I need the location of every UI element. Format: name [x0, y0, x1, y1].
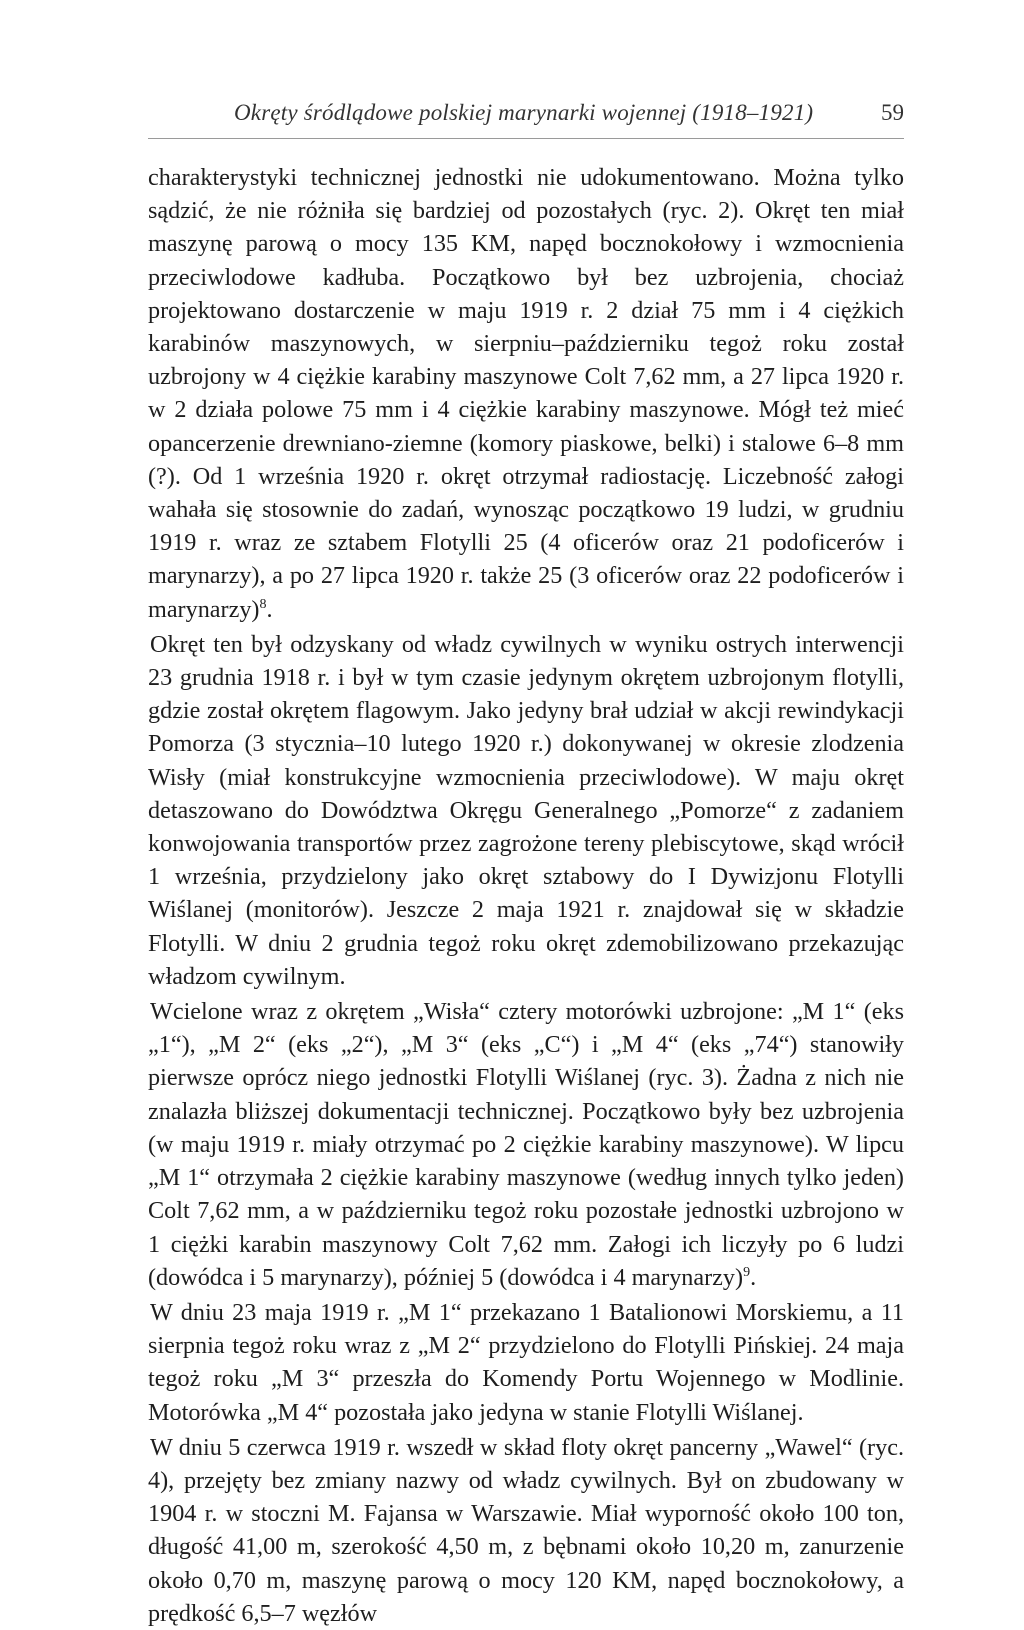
paragraph-text: charakterystyki technicznej jednostki nie udokumentowano. Można tylko sądzić, że nie różniła się bardziej od pozostałych (ryc. 2). Okręt ten miał maszynę parową o mocy 135 KM, napęd bocznokołowy i wzmocnienia przeciwlodowe kadłuba. Początkowo był bez uzbrojenia, chociaż projektowano dostarczenie w maju 1919 r. 2 dział 75 mm i 4 ciężkich karabinów maszynowych, w sierpniu–październiku tegoż roku został uzbrojony w 4 ciężkie karabiny maszynowe Colt 7,62 mm, a 27 lipca 1920 r. w 2 działa polowe 75 mm i 4 ciężkie karabiny maszynowe. Mógł też mieć opancerzenie drewniano-ziemne (komory piaskowe, belki) i stalowe 6–8 mm (?). Od 1 września 1920 r. okręt otrzymał radiostację. Liczebność załogi wahała się stosownie do zadań, wynosząc początkowo 19 ludzi, w grudniu 1919 r. wraz ze sztabem Flotylli 25 (4 oficerów oraz 21 podoficerów i marynarzy), a po 27 lipca 1920 r. także 25 (3 oficerów oraz 22 podoficerów i marynarzy) [148, 164, 904, 623]
paragraph-text: W dniu 5 czerwca 1919 r. wszedł w skład floty okręt pancerny „Wawel“ (ryc. 4), przejęty bez zmiany nazwy od władz cywilnych. Był on zbudowany w 1904 r. w stoczni M. Fajansa w Warszawie. Miał wyporność około 100 ton, długość 41,00 m, szerokość 4,50 m, z bębnami około 10,20 m, zanurzenie około 0,70 m, maszynę parową o mocy 120 KM, napęd bocznokołowy, a prędkość 6,5–7 węzłów [148, 1433, 904, 1627]
paragraph-1 [148, 161, 904, 626]
paragraph-5 [148, 1431, 904, 1630]
running-header [148, 92, 904, 139]
paragraph-text: W dniu 23 maja 1919 r. „M 1“ przekazano 1 Batalionowi Morskiemu, a 11 sierpnia tegoż roku wraz z „M 2“ przydzielono do Flotylli Pińskiej. 24 maja tegoż roku „M 3“ przeszła do Komendy Portu Wojennego w Modlinie. Motorówka „M 4“ pozostała jako jedyna w stanie Flotylli Wiślanej. [148, 1298, 904, 1426]
paragraph-4 [148, 1296, 904, 1429]
paragraph-3 [148, 995, 904, 1294]
paragraph-tail: . [750, 1263, 757, 1291]
footnote-ref[interactable]: 9 [743, 1264, 751, 1280]
paragraph-2 [148, 628, 904, 993]
paragraph-text: Okręt ten był odzyskany od władz cywilnych w wyniku ostrych interwencji 23 grudnia 1918 r. i był w tym czasie jedynym okrętem uzbrojonym flotylli, gdzie został okrętem flagowym. Jako jedyny brał udział w akcji rewindykacji Pomorza (3 stycznia–10 lutego 1920 r.) dokonywanej w okresie zlodzenia Wisły (miał konstrukcyjne wzmocnienia przeciwlodowe). W maju okręt detaszowano do Dowództwa Okręgu Generalnego „Pomorze“ z zadaniem konwojowania transportów przez zagrożone tereny plebiscytowe, skąd wrócił 1 września, przydzielony jako okręt sztabowy do I Dywizjonu Flotylli Wiślanej (monitorów). Jeszcze 2 maja 1921 r. znajdował się w składzie Flotylli. W dniu 2 grudnia tegoż roku okręt zdemobilizowano przekazując władzom cywilnym. [148, 630, 904, 990]
footnote-ref[interactable]: 8 [259, 596, 267, 612]
page-number: 59 [881, 100, 904, 125]
running-title: Okręty śródlądowe polskiej marynarki wojennej (1918–1921) [234, 100, 814, 125]
document-page [148, 92, 904, 1630]
paragraph-text: Wcielone wraz z okrętem „Wisła“ cztery motorówki uzbrojone: „M 1“ (eks „1“), „M 2“ (eks „2“), „M 3“ (eks „C“) i „M 4“ (eks „74“) stanowiły pierwsze oprócz niego jednostki Flotylli Wiślanej (ryc. 3). Żadna z nich nie znalazła bliższej dokumentacji technicznej. Początkowo były bez uzbrojenia (w maju 1919 r. miały otrzymać po 2 ciężkie karabiny maszynowe). W lipcu „M 1“ otrzymała 2 ciężkie karabiny maszynowe (według innych tylko jeden) Colt 7,62 mm, a w październiku tegoż roku pozostałe jednostki uzbrojono w 1 ciężki karabin maszynowy Colt 7,62 mm. Załogi ich liczyły po 6 ludzi (dowódca i 5 marynarzy), później 5 (dowódca i 4 marynarzy) [148, 998, 904, 1291]
paragraph-tail: . [266, 595, 273, 623]
body-text [148, 161, 904, 1630]
